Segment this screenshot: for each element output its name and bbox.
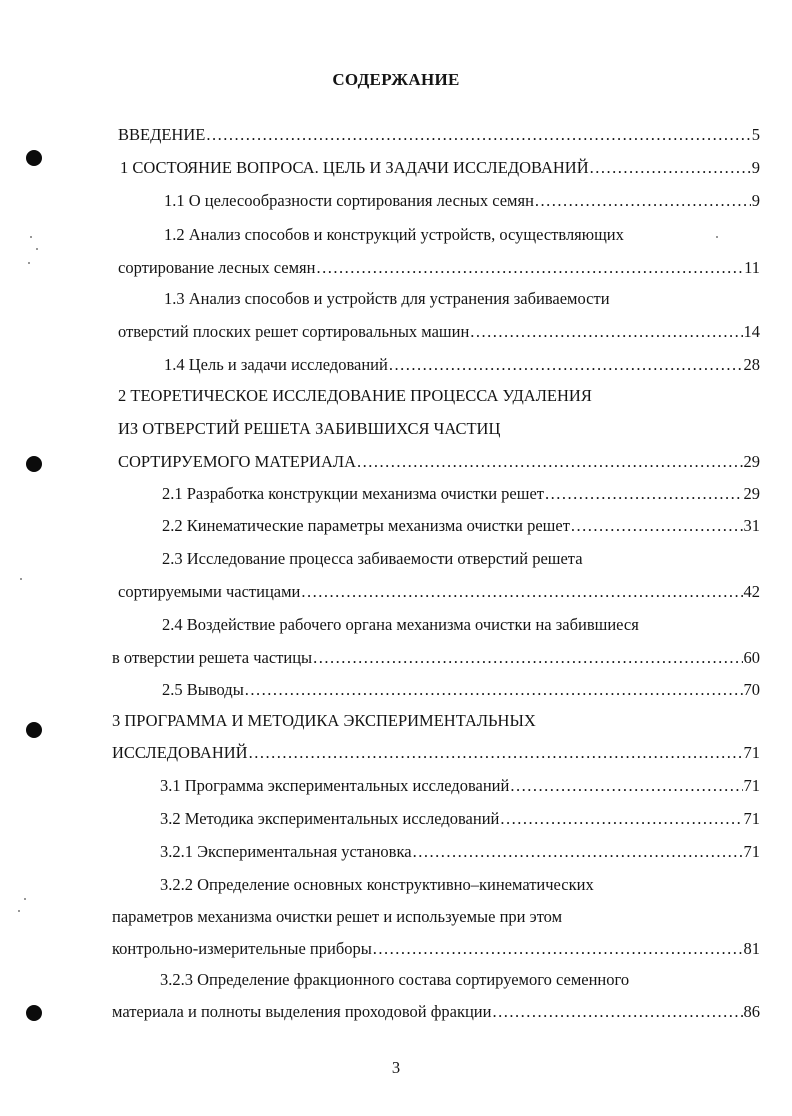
toc-entry-first-line: 1.2 Анализ способов и конструкций устройств, осуществляющих — [164, 225, 624, 244]
toc-entry: 3.2.1 Экспериментальная установка ..... 71 — [160, 840, 760, 864]
toc-entry: 1 СОСТОЯНИЕ ВОПРОСА. ЦЕЛЬ И ЗАДАЧИ ИССЛЕДОВАНИЙ ..... 9 — [120, 156, 760, 180]
toc-entry: 1.1 О целесообразности сортирования лесных семян ..... 9 — [164, 189, 760, 213]
toc-entry-first-line: 2.4 Воздействие рабочего органа механизма очистки на забившиеся — [162, 615, 639, 634]
page-title: СОДЕРЖАНИЕ — [332, 70, 460, 89]
toc-entry-first-line: 3.2.3 Определение фракционного состава сортируемого семенного — [160, 970, 630, 989]
toc-entry: 3.1 Программа экспериментальных исследований ..... 71 — [160, 774, 760, 798]
toc-entry: 1.4 Цель и задачи исследований ..... 28 — [164, 353, 760, 377]
toc-entry-second-line: параметров механизма очистки решет и используемые при этом — [112, 907, 563, 926]
toc-entry-second-line: ИЗ ОТВЕРСТИЙ РЕШЕТА ЗАБИВШИХСЯ ЧАСТИЦ — [118, 419, 501, 438]
toc-entry: СОРТИРУЕМОГО МАТЕРИАЛА ..... 29 — [118, 450, 760, 474]
toc-entry-first-line: 1.3 Анализ способов и устройств для устранения забиваемости — [164, 289, 610, 308]
toc-entry: 2.2 Кинематические параметры механизма очистки решет ..... 31 — [162, 514, 760, 538]
toc-entry: 2.5 Выводы ..... 70 — [162, 678, 760, 702]
toc-entry: в отверстии решета частицы ..... 60 — [112, 646, 760, 670]
toc-entry: 2.1 Разработка конструкции механизма очистки решет ..... 29 — [162, 482, 760, 506]
toc-entry-first-line: 2 ТЕОРЕТИЧЕСКОЕ ИССЛЕДОВАНИЕ ПРОЦЕССА УДАЛЕНИЯ — [118, 386, 592, 405]
toc-entry: ИССЛЕДОВАНИЙ ..... 71 — [112, 741, 760, 765]
toc-entry: сортируемыми частицами ..... 42 — [118, 580, 760, 604]
toc-entry-first-line: 2.3 Исследование процесса забиваемости отверстий решета — [162, 549, 583, 568]
toc-entry: сортирование лесных семян ..... 11 — [118, 256, 760, 280]
toc-entry-first-line: 3.2.2 Определение основных конструктивно–кинематических — [160, 875, 594, 894]
toc-entry: 3.2 Методика экспериментальных исследований ..... 71 — [160, 807, 760, 831]
toc-entry-first-line: 3 ПРОГРАММА И МЕТОДИКА ЭКСПЕРИМЕНТАЛЬНЫХ — [112, 711, 536, 730]
toc-entry: материала и полноты выделения проходовой фракции ..... 86 — [112, 1000, 760, 1024]
toc-entry: отверстий плоских решет сортировальных машин ..... 14 — [118, 320, 760, 344]
toc-entry: ВВЕДЕНИЕ ..... 5 — [118, 123, 760, 147]
page-number: 3 — [391, 1058, 401, 1077]
toc-entry: контрольно-измерительные приборы ..... 81 — [112, 937, 760, 961]
